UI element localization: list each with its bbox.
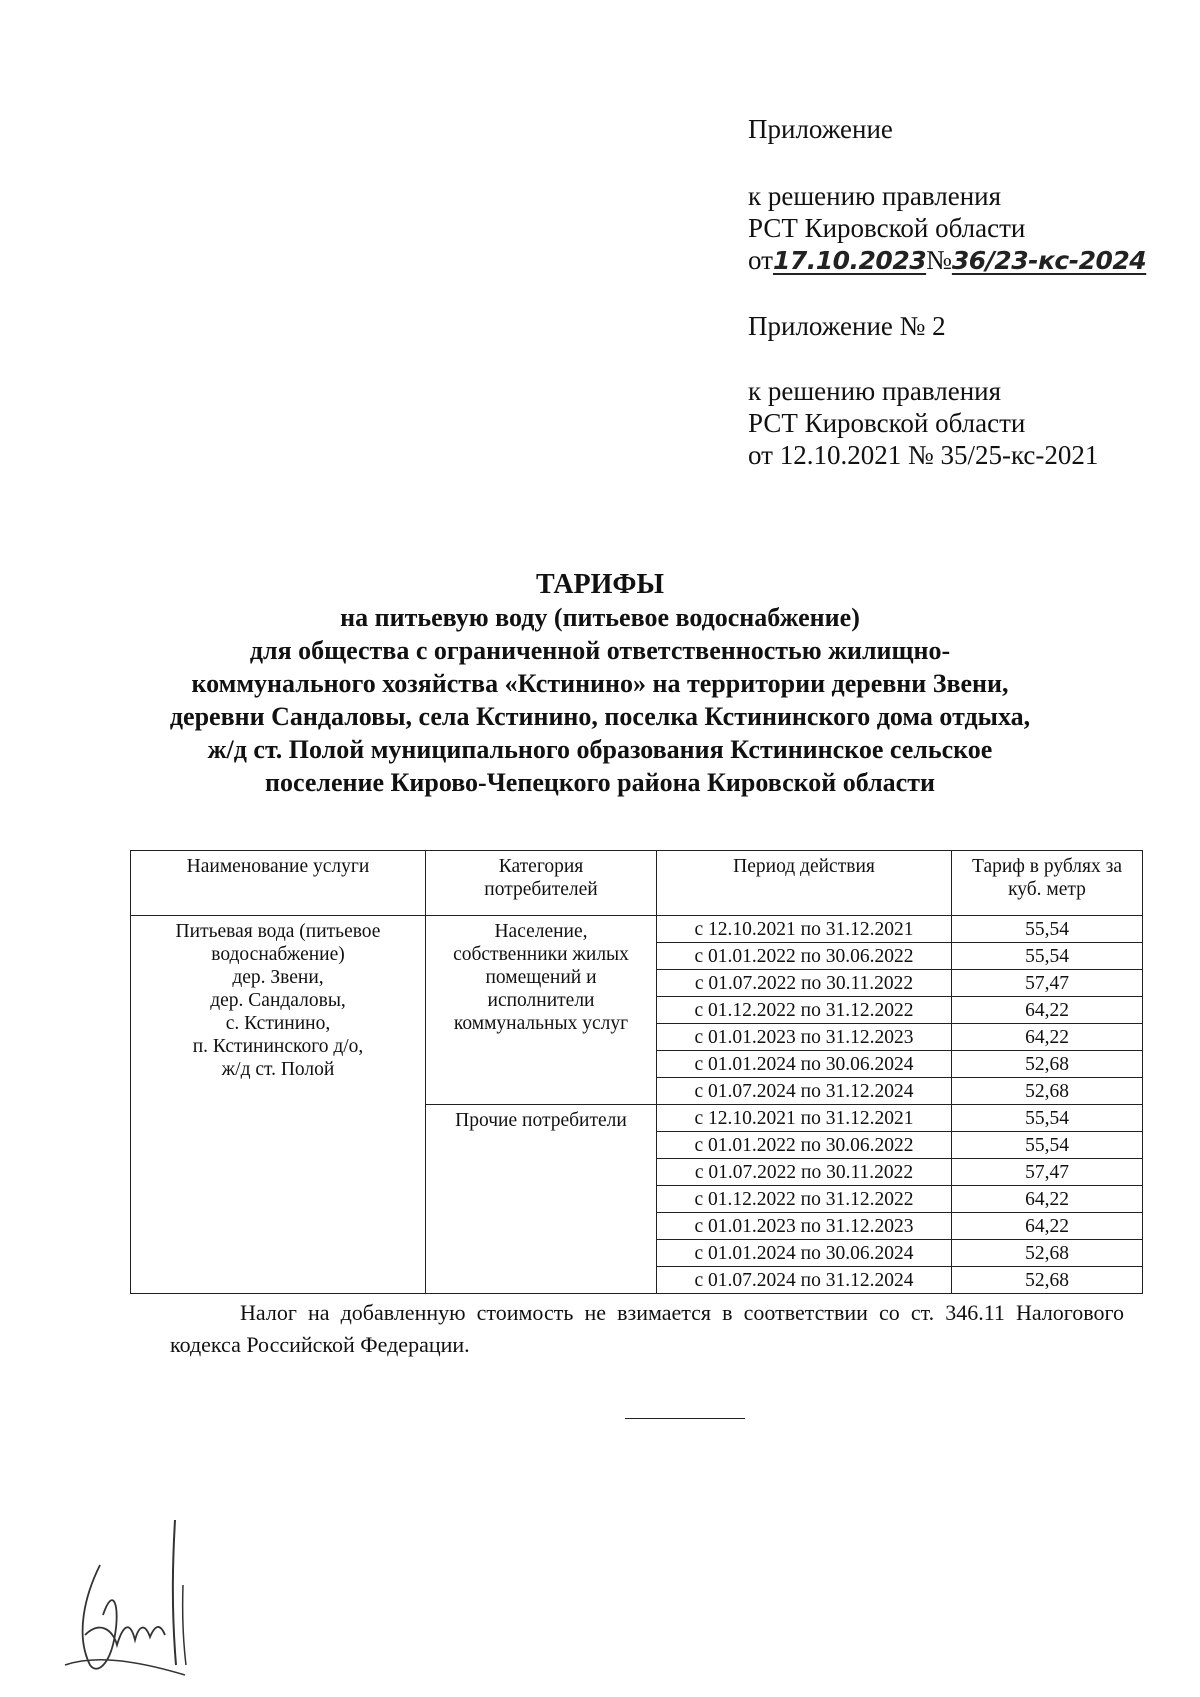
tariff-cell: 55,54 (952, 943, 1143, 970)
category-line: Прочие потребители (455, 1110, 627, 1131)
handwritten-date: 17.10.2023 (772, 246, 927, 275)
number-label: № (926, 245, 952, 275)
tariff-cell: 52,68 (952, 1267, 1143, 1294)
service-line: дер. Звени, (232, 967, 324, 988)
tariff-cell: 52,68 (952, 1078, 1143, 1105)
from-label: от (748, 245, 773, 275)
title-main: ТАРИФЫ (536, 569, 664, 600)
period-cell: с 12.10.2021 по 31.12.2021 (657, 916, 952, 943)
appendix-2-ref-line: от 12.10.2021 № 35/25-кс-2021 (748, 440, 1099, 470)
service-line: водоснабжение) (211, 944, 345, 965)
table-row (131, 916, 1143, 943)
period-cell: с 01.07.2024 по 31.12.2024 (657, 1267, 952, 1294)
header-category (426, 851, 657, 916)
header-category-line: потребителей (484, 879, 598, 900)
title-line: на питьевую воду (питьевое водоснабжение) (340, 603, 860, 632)
tariff-cell: 57,47 (952, 970, 1143, 997)
appendix-2-org-line: РСТ Кировской области (748, 408, 1026, 438)
signature-image (55, 1515, 215, 1680)
appendix-2-title: Приложение № 2 (748, 311, 946, 341)
tariff-cell: 55,54 (952, 916, 1143, 943)
tariff-table (130, 850, 1143, 1294)
period-cell: с 01.01.2023 по 31.12.2023 (657, 1024, 952, 1051)
period-cell: с 01.07.2022 по 30.11.2022 (657, 1159, 952, 1186)
period-cell: с 12.10.2021 по 31.12.2021 (657, 1105, 952, 1132)
header-tariff-line: Тариф в рублях за (972, 856, 1122, 877)
period-cell: с 01.07.2022 по 30.11.2022 (657, 970, 952, 997)
tariff-cell: 64,22 (952, 1213, 1143, 1240)
service-line: дер. Сандаловы, (210, 990, 346, 1011)
tariff-cell: 52,68 (952, 1051, 1143, 1078)
tariff-cell: 64,22 (952, 1186, 1143, 1213)
service-line: с. Кстинино, (225, 1013, 331, 1034)
title-line: для общества с ограниченной ответственностью жилищно- (249, 636, 951, 665)
category-cell (426, 1105, 657, 1294)
period-cell: с 01.01.2022 по 30.06.2022 (657, 943, 952, 970)
title-line: деревни Сандаловы, села Кстинино, поселка Кстининского дома отдыха, (169, 702, 1031, 731)
category-line: коммунальных услуг (453, 1013, 629, 1034)
end-divider (625, 1418, 745, 1419)
period-cell: с 01.01.2024 по 30.06.2024 (657, 1240, 952, 1267)
header-service: Наименование услуги (131, 851, 426, 916)
title-line: коммунального хозяйства «Кстинино» на территории деревни Звени, (191, 669, 1009, 698)
appendix-2-decision-ref (748, 375, 1098, 471)
tariff-cell: 57,47 (952, 1159, 1143, 1186)
period-cell: с 01.01.2023 по 31.12.2023 (657, 1213, 952, 1240)
header-period: Период действия (657, 851, 952, 916)
category-line: Население, (494, 921, 588, 942)
tariff-cell: 55,54 (952, 1132, 1143, 1159)
tariff-cell: 64,22 (952, 1024, 1143, 1051)
table-body (131, 916, 1143, 1294)
table-header-row (131, 851, 1143, 916)
service-cell (131, 916, 426, 1294)
header-tariff-line: куб. метр (1008, 879, 1086, 900)
appendix-heading (748, 113, 893, 145)
service-line: п. Кстининского д/о, (192, 1036, 364, 1057)
handwritten-number: 36/23-кс-2024 (951, 246, 1147, 275)
appendix-2-decision-line: к решению правления (748, 376, 1002, 406)
document-title (0, 568, 1200, 799)
appendix-decision-ref (748, 180, 1146, 277)
period-cell: с 01.12.2022 по 31.12.2022 (657, 997, 952, 1024)
appendix-2-heading (748, 310, 946, 342)
tariff-cell: 64,22 (952, 997, 1143, 1024)
service-line: Питьевая вода (питьевое (175, 921, 381, 942)
category-line: помещений и (485, 967, 597, 988)
period-cell: с 01.01.2022 по 30.06.2022 (657, 1132, 952, 1159)
title-line: ж/д ст. Полой муниципального образования Кстининское сельское (207, 735, 993, 764)
appendix-title: Приложение (748, 114, 893, 144)
appendix-decision-line: к решению правления (748, 181, 1002, 211)
category-line: собственники жилых (453, 944, 629, 965)
appendix-date-line (748, 244, 1146, 277)
title-line: поселение Кирово-Чепецкого района Кировской области (265, 768, 935, 797)
tariff-cell: 55,54 (952, 1105, 1143, 1132)
appendix-org-line: РСТ Кировской области (748, 213, 1026, 243)
period-cell: с 01.07.2024 по 31.12.2024 (657, 1078, 952, 1105)
header-tariff (952, 851, 1143, 916)
category-cell (426, 916, 657, 1105)
service-line: ж/д ст. Полой (221, 1059, 335, 1080)
period-cell: с 01.12.2022 по 31.12.2022 (657, 1186, 952, 1213)
period-cell: с 01.01.2024 по 30.06.2024 (657, 1051, 952, 1078)
vat-note: Налог на добавленную стоимость не взимается в соответствии со ст. 346.11 Налогового кодекса Российской Федерации. (170, 1300, 1124, 1357)
category-line: исполнители (487, 990, 595, 1011)
header-category-line: Категория (498, 856, 584, 877)
tariff-cell: 52,68 (952, 1240, 1143, 1267)
